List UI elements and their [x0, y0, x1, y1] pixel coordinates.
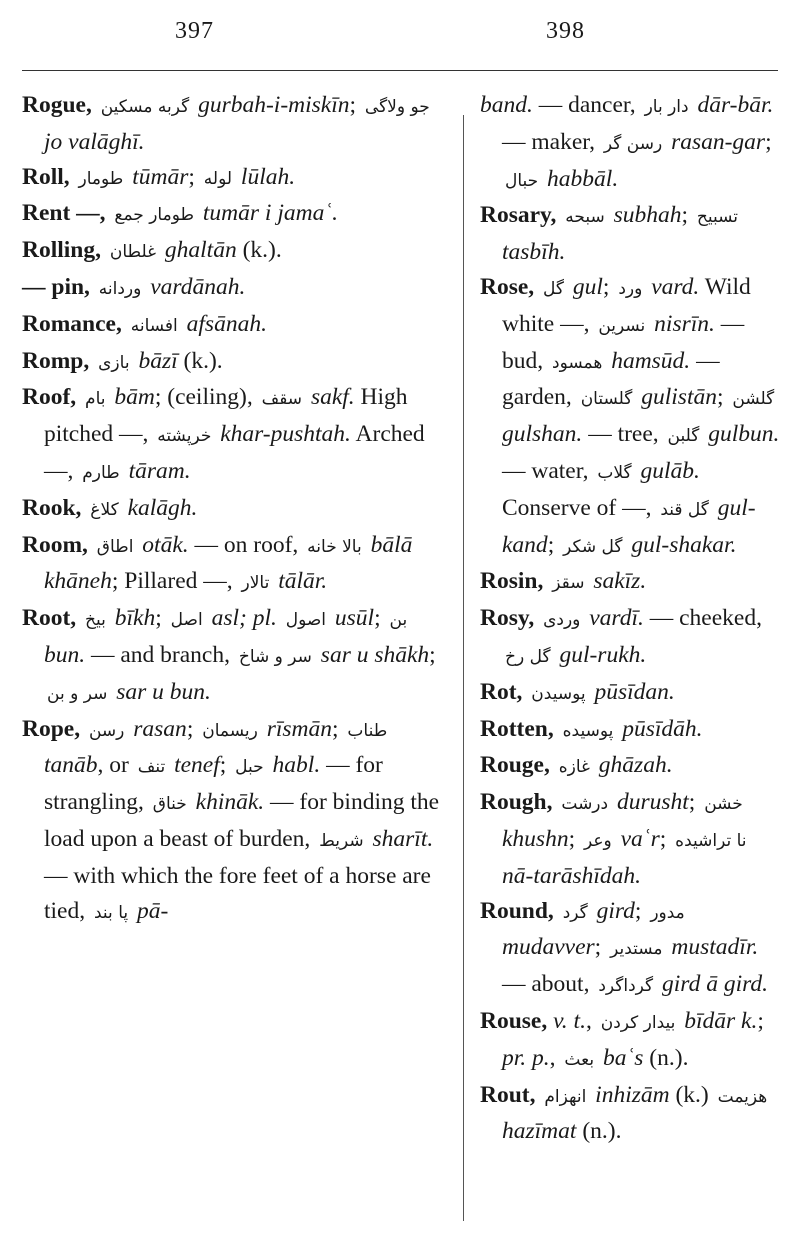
gloss-text: ; — [349, 92, 362, 118]
transliteration: durusht — [611, 789, 689, 816]
dictionary-entry — [480, 601, 780, 675]
right-column — [480, 88, 780, 1149]
gloss-text: (k.) — [669, 1081, 715, 1108]
transliteration: pr. p. — [502, 1044, 550, 1071]
arabic-script: گلاب — [597, 462, 632, 483]
arabic-script: سبحه — [565, 207, 605, 228]
transliteration: mustadīr. — [665, 934, 759, 961]
transliteration: lūlah. — [235, 163, 296, 190]
gloss-text: — with which the fore feet of a horse are tied, — [44, 862, 431, 924]
dictionary-entry — [22, 160, 452, 197]
transliteration: tāram. — [122, 457, 191, 484]
transliteration: v. t. — [553, 1007, 586, 1034]
gloss-text: ; — [634, 897, 648, 924]
transliteration: sar u bun. — [110, 678, 211, 705]
gloss-text: — tree, — [582, 421, 665, 448]
transliteration: mudavver — [502, 934, 595, 961]
gloss-text: ; — [765, 128, 772, 155]
gloss-text: Conserve of —, — [502, 494, 658, 521]
transliteration: band. — [480, 92, 533, 118]
arabic-script: گل — [543, 278, 565, 299]
arabic-script: پوسیده — [562, 720, 614, 741]
dictionary-entry — [480, 1004, 780, 1078]
transliteration: gulistān — [635, 384, 717, 411]
arabic-script: شریط — [319, 830, 364, 851]
arabic-script: گل قند — [660, 499, 709, 520]
dictionary-entry — [22, 601, 452, 711]
gloss-text: Arched —, — [44, 421, 425, 484]
dictionary-entry — [480, 88, 780, 198]
transliteration: asl — [205, 605, 239, 632]
arabic-script: گلبن — [667, 426, 700, 447]
entry-headword: Rosary, — [480, 202, 557, 229]
transliteration: tūmār — [126, 163, 189, 190]
arabic-script: اصول — [285, 610, 327, 631]
transliteration: nā-tarāshīdah. — [502, 862, 642, 889]
arabic-script: نسرین — [598, 315, 646, 336]
gloss-text: — maker, — [502, 128, 601, 155]
transliteration: gird — [590, 897, 635, 924]
arabic-script: سر و شاخ — [238, 646, 312, 667]
gloss-text: — and branch, — [85, 641, 236, 668]
arabic-script: طارم — [82, 462, 120, 483]
column-divider — [463, 115, 464, 1221]
arabic-script: همسود — [552, 352, 603, 373]
arabic-script: ورد — [618, 278, 643, 299]
transliteration: habl. — [266, 752, 321, 779]
gloss-text: — about, — [502, 971, 596, 998]
dictionary-entry — [22, 380, 452, 490]
transliteration: rīsmān — [260, 715, 332, 742]
gloss-text: — for binding the load upon a beast of burden, — [44, 789, 440, 852]
transliteration: sar u shākh — [314, 641, 430, 668]
arabic-script: حبل — [235, 757, 264, 778]
transliteration: gird ā gird. — [656, 971, 769, 998]
entry-headword: Rough, — [480, 789, 553, 816]
transliteration: gul-rukh. — [553, 641, 647, 668]
transliteration: sakīz. — [587, 568, 647, 595]
transliteration: hamsūd. — [605, 347, 691, 374]
entry-headword: Rosin, — [480, 568, 544, 595]
gloss-text: , — [585, 1007, 598, 1034]
gloss-text: High pitched —, — [44, 384, 408, 448]
gloss-text: — dancer, — [532, 92, 642, 118]
arabic-script: طومار جمع — [114, 205, 195, 226]
gloss-text: — on roof, — [188, 531, 305, 558]
arabic-script: سر و بن — [47, 683, 108, 704]
gloss-text: — cheeked, — [643, 605, 762, 632]
gloss-text: ; — [374, 605, 387, 632]
arabic-script: بام — [85, 389, 106, 410]
transliteration: bīkh — [108, 605, 156, 632]
transliteration: gul-shakar. — [625, 531, 737, 558]
transliteration: hazīmat — [502, 1118, 577, 1145]
transliteration: vaʿr — [614, 825, 660, 852]
arabic-script: پا بند — [94, 902, 129, 923]
gloss-text: , or — [97, 752, 135, 779]
dictionary-entry — [480, 712, 780, 749]
arabic-script: مدور — [650, 902, 685, 923]
arabic-script: نا تراشیده — [675, 830, 747, 851]
arabic-script: حبال — [505, 170, 539, 191]
dictionary-entry — [22, 88, 452, 160]
gloss-text: — water, — [502, 457, 595, 484]
entry-headword: Rogue, — [22, 92, 92, 118]
dictionary-entry — [480, 675, 780, 712]
transliteration: sakf. — [305, 384, 355, 411]
arabic-script: گل رخ — [505, 646, 551, 667]
arabic-script: اصل — [170, 610, 203, 631]
arabic-script: بیخ — [85, 610, 106, 631]
entry-headword: Rouse, — [480, 1007, 548, 1034]
dictionary-entry — [480, 198, 780, 270]
gloss-text: ; — [332, 715, 345, 742]
gloss-text: ; (ceiling), — [154, 384, 259, 411]
arabic-script: گرد — [562, 902, 588, 923]
left-column — [22, 88, 452, 930]
transliteration: khināk. — [189, 789, 265, 816]
entry-headword: Rouge, — [480, 752, 550, 779]
arabic-script: خرپشته — [157, 426, 212, 447]
transliteration: vard. — [645, 273, 700, 300]
arabic-script: طناب — [347, 720, 388, 741]
transliteration: bām — [108, 384, 155, 411]
transliteration: nisrīn. — [648, 310, 715, 337]
gloss-text: ; — [547, 531, 561, 558]
page-number-right: 398 — [546, 18, 585, 44]
arabic-script: گلشن — [732, 389, 775, 410]
gloss-text: ; Pillared —, — [111, 568, 239, 595]
gloss-text: ; — [716, 384, 730, 411]
entry-headword: Rent —, — [22, 200, 106, 227]
gloss-text: (k.). — [236, 237, 282, 264]
dictionary-entry — [22, 344, 452, 381]
gloss-text: ; — [757, 1007, 764, 1034]
entry-headword: Root, — [22, 605, 77, 632]
arabic-script: افسانه — [130, 315, 178, 336]
entry-headword: Round, — [480, 897, 554, 924]
arabic-script: لوله — [203, 168, 233, 189]
transliteration: ghāzah. — [592, 752, 673, 779]
transliteration: usūl — [329, 605, 375, 632]
gloss-text: ; — [594, 934, 608, 961]
arabic-script: گرداگرد — [598, 976, 654, 997]
arabic-script: غازه — [558, 757, 590, 778]
gloss-text: — garden, — [502, 347, 720, 411]
transliteration: subhah — [607, 202, 682, 229]
entry-headword: Rout, — [480, 1081, 536, 1108]
arabic-script: ریسمان — [202, 720, 258, 741]
transliteration: tenef — [168, 752, 220, 779]
header-rule — [22, 70, 778, 71]
gloss-text: ; — [681, 202, 694, 229]
entry-headword: Roof, — [22, 384, 77, 411]
gloss-text: ; — [688, 789, 702, 816]
arabic-script: وردی — [543, 610, 581, 631]
transliteration: rasan — [127, 715, 187, 742]
transliteration: pūsīdāh. — [616, 715, 703, 742]
gloss-text: (k.). — [177, 347, 223, 374]
dictionary-entry — [22, 233, 452, 270]
gloss-text: (n.). — [576, 1118, 622, 1145]
gloss-text: ; — [155, 605, 168, 632]
arabic-script: پوسیدن — [531, 683, 586, 704]
transliteration: tasbīh. — [502, 239, 566, 266]
arabic-script: انهزام — [544, 1086, 587, 1107]
page-number-left: 397 — [175, 18, 214, 44]
transliteration: gulbun. — [702, 421, 780, 448]
entry-headword: Rolling, — [22, 237, 102, 264]
arabic-script: تنف — [137, 757, 166, 778]
transliteration: gulshan. — [502, 421, 583, 448]
transliteration: otāk. — [136, 531, 189, 558]
gloss-text: ; — [186, 715, 200, 742]
arabic-script: بالا خانه — [307, 536, 362, 557]
transliteration: tumār i jamaʿ. — [197, 200, 339, 227]
transliteration: dār-bār. — [691, 92, 774, 118]
transliteration: pūsīdan. — [588, 678, 675, 705]
transliteration: kalāgh. — [121, 494, 198, 521]
transliteration: baʿs — [597, 1044, 644, 1071]
gloss-text: ; — [602, 273, 616, 300]
arabic-script: بعث — [564, 1049, 595, 1070]
entry-headword: — pin, — [22, 273, 90, 300]
arabic-script: هزیمت — [717, 1086, 768, 1107]
arabic-script: جو ولاگی — [364, 97, 430, 117]
arabic-script: رسن گر — [603, 133, 663, 154]
entry-headword: Rook, — [22, 494, 82, 521]
entry-headword: Room, — [22, 531, 88, 558]
entry-headword: Romance, — [22, 310, 122, 337]
gloss-text: ; — [429, 641, 436, 668]
dictionary-entry — [22, 307, 452, 344]
gloss-text: ; — [219, 752, 233, 779]
entry-headword: Romp, — [22, 347, 90, 374]
arabic-script: وعر — [583, 830, 612, 851]
gloss-text: ; — [659, 825, 673, 852]
arabic-script: تسبیح — [696, 207, 739, 228]
transliteration: afsānah. — [180, 310, 267, 337]
dictionary-entry — [480, 785, 780, 893]
transliteration: sharīt. — [366, 825, 434, 852]
arabic-script: طومار — [78, 168, 124, 189]
gloss-text: Wild white —, — [502, 273, 751, 337]
dictionary-entry — [22, 712, 452, 931]
transliteration: vardī. — [583, 605, 644, 632]
gloss-text: ; — [188, 163, 201, 190]
transliteration: khushn — [502, 825, 569, 852]
entry-headword: Roll, — [22, 163, 70, 190]
transliteration: bun. — [44, 641, 86, 668]
transliteration: khar-pushtah. — [214, 421, 351, 448]
gloss-text: ; — [568, 825, 581, 852]
gloss-text: — bud, — [502, 310, 745, 374]
transliteration: bīdār k. — [678, 1007, 758, 1034]
transliteration: jo valāghī. — [44, 128, 145, 155]
transliteration: ghaltān — [159, 237, 237, 264]
arabic-script: غلطان — [109, 242, 157, 263]
transliteration: ; pl. — [239, 605, 283, 632]
arabic-script: دار بار — [644, 97, 689, 117]
arabic-script: اطاق — [96, 536, 134, 557]
transliteration: vardānah. — [144, 273, 246, 300]
arabic-script: گلستان — [580, 389, 633, 410]
gloss-text: , — [549, 1044, 562, 1071]
transliteration: gurbah-i-miskīn — [192, 92, 350, 118]
entry-headword: Rose, — [480, 273, 535, 300]
dictionary-entry — [22, 270, 452, 307]
gloss-text: (n.). — [643, 1044, 689, 1071]
arabic-script: کلاغ — [90, 499, 119, 520]
dictionary-entry — [480, 894, 780, 1004]
arabic-script: خناق — [152, 794, 187, 815]
entry-headword: Rope, — [22, 715, 81, 742]
arabic-script: گل شکر — [563, 536, 623, 557]
arabic-script: سقف — [261, 389, 303, 410]
entry-headword: Rot, — [480, 678, 523, 705]
arabic-script: سقز — [552, 573, 585, 594]
transliteration: rasan-gar — [665, 128, 766, 155]
dictionary-entry — [480, 270, 780, 564]
transliteration: tālār. — [272, 568, 328, 595]
dictionary-entry — [480, 1078, 780, 1150]
arabic-script: بیدار کردن — [600, 1012, 676, 1033]
arabic-script: بازی — [98, 352, 130, 373]
dictionary-entry — [22, 491, 452, 528]
transliteration: gul — [567, 273, 603, 300]
transliteration: inhizām — [589, 1081, 670, 1108]
transliteration: pā- — [131, 897, 169, 924]
arabic-script: وردانه — [98, 278, 142, 299]
arabic-script: تالار — [241, 573, 270, 594]
gloss-text: — for strangling, — [44, 752, 383, 816]
transliteration: bāzī — [132, 347, 178, 374]
transliteration: tanāb — [44, 752, 98, 779]
entry-headword: Rotten, — [480, 715, 554, 742]
arabic-script: مستدیر — [610, 939, 663, 960]
arabic-script: رسن — [88, 720, 125, 741]
transliteration: gulāb. — [634, 457, 700, 484]
arabic-script: گربه مسکین — [100, 97, 190, 117]
dictionary-entry — [480, 748, 780, 785]
arabic-script: درشت — [561, 794, 609, 815]
arabic-script: بن — [389, 610, 408, 631]
arabic-script: خشن — [704, 794, 743, 815]
entry-headword: Rosy, — [480, 605, 535, 632]
transliteration: bālā khāneh — [44, 531, 413, 595]
transliteration: gul-kand — [502, 494, 756, 558]
dictionary-entry — [22, 528, 452, 602]
transliteration: habbāl. — [541, 165, 619, 192]
dictionary-entry — [22, 196, 452, 233]
dictionary-entry — [480, 564, 780, 601]
